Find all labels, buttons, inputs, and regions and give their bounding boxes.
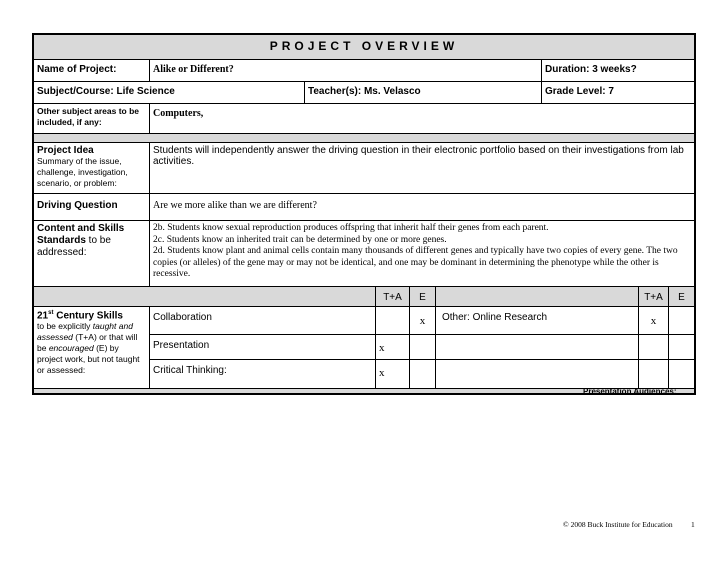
standard-item: 2c. Students know an inherited trait can be determined by one or more genes. (153, 234, 447, 245)
spacer-bar (34, 133, 694, 142)
skill-e-mark (409, 335, 435, 359)
subject-value: Subject/Course: Life Science (37, 86, 175, 97)
project-idea-sublabel: Summary of the issue, challenge, investigation, scenario, or problem: (37, 156, 128, 188)
presentation-audiences-cutoff: Presentation Audiences: (583, 388, 677, 394)
skills-desc-5: (E) by project work, but not taught or assessed: (37, 343, 140, 376)
row-project-name (34, 59, 694, 81)
skills-label-sup: st (48, 310, 54, 316)
skills-desc-3: (T+A) or that will be (37, 332, 138, 354)
skills-description (37, 321, 146, 376)
row-subject (34, 81, 694, 103)
project-idea-value: Students will independently answer the driving question in their electronic portfolio based on their investigations from lab activities. (149, 143, 694, 193)
col-e-header: E (409, 287, 435, 306)
project-name-value: Alike or Different? (149, 60, 541, 81)
standards-label (34, 221, 149, 286)
row-standards (34, 220, 694, 286)
skills-desc-1: to be explicitly (37, 321, 93, 332)
standard-item: 2b. Students know sexual reproduction produces offspring that inherit half their genes from each parent. (153, 223, 549, 233)
other-subjects-value: Computers, (149, 104, 694, 133)
skill-blank (668, 335, 694, 359)
other-subjects-label: Other subject areas to be included, if any: (37, 106, 140, 127)
skills-desc-4: encouraged (48, 343, 94, 354)
standards-list (149, 221, 694, 286)
row-project-idea (34, 142, 694, 193)
skills-label-main: Century Skills (53, 310, 123, 322)
skills-label-prefix: 21 (37, 310, 49, 322)
teacher-value: Teacher(s): Ms. Velasco (304, 82, 541, 103)
skill-row (149, 359, 694, 389)
skills-header-row (34, 286, 694, 306)
skills-grid (149, 307, 694, 388)
project-overview-form (32, 33, 696, 395)
skills-header-blank (34, 287, 375, 306)
skill-name: Collaboration (149, 307, 375, 334)
project-idea-label: Project Idea (37, 145, 94, 156)
skills-body (34, 306, 694, 388)
skills-header-blank-2 (435, 287, 638, 306)
skill-blank (638, 360, 668, 389)
driving-question-label: Driving Question (37, 200, 118, 211)
skill-ta-mark (375, 307, 409, 334)
col-e-header-2: E (668, 287, 694, 306)
skill-row (149, 334, 694, 359)
standard-item: 2d. Students know plant and animal cells contain many thousands of different genes and typically have two copies of every gene. The two copies (or alleles) of the gene may or may not be identical, and one may be dominant in determining the phenotype while the other is recessive. (153, 246, 678, 279)
row-driving-question (34, 193, 694, 220)
skills-label (37, 310, 146, 321)
col-ta-header-2: T+A (638, 287, 668, 306)
standards-label-bold: Content and Skills Standards (37, 223, 125, 246)
skill-blank (638, 335, 668, 359)
skill-name: Critical Thinking: (149, 360, 375, 389)
skill-ta-mark: x (375, 360, 409, 389)
row-other-subjects (34, 103, 694, 133)
project-idea-label-cell (34, 143, 149, 193)
grade-value: Grade Level: 7 (541, 82, 694, 103)
skill-blank (435, 335, 638, 359)
skill-other-ta-mark: x (638, 307, 668, 334)
skill-e-mark: x (409, 307, 435, 334)
footer-page-number: 1 (691, 520, 695, 529)
skill-other-name: Other: Online Research (435, 307, 638, 334)
col-ta-header: T+A (375, 287, 409, 306)
duration-value: Duration: 3 weeks? (541, 60, 694, 81)
cutoff-wrap (583, 388, 695, 394)
project-name-label: Name of Project: (37, 64, 117, 75)
page-title: PROJECT OVERVIEW (269, 39, 459, 53)
title-bar (34, 35, 694, 59)
driving-question-value: Are we more alike than we are different? (149, 194, 694, 220)
skill-e-mark (409, 360, 435, 389)
skill-ta-mark: x (375, 335, 409, 359)
skill-name: Presentation (149, 335, 375, 359)
skill-other-e-mark (668, 307, 694, 334)
footer-copyright: © 2008 Buck Institute for Education (563, 520, 673, 529)
skill-blank (435, 360, 638, 389)
skills-desc-2: taught and assessed (37, 321, 133, 343)
skills-label-cell (34, 307, 149, 388)
skill-blank (668, 360, 694, 389)
standards-label-rest: to be addressed: (37, 235, 111, 258)
skill-row (149, 307, 694, 334)
